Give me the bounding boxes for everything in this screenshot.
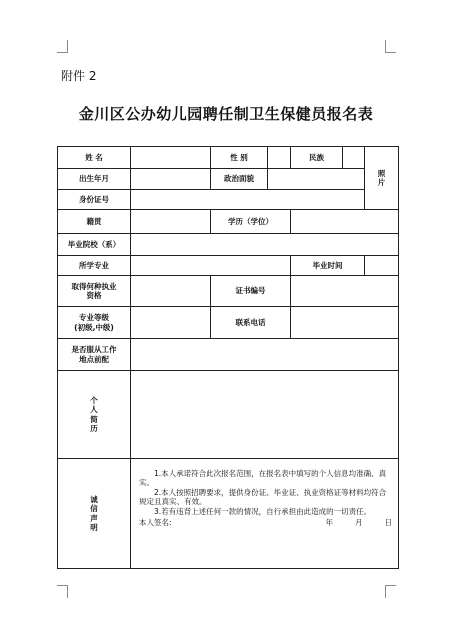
resume-label-char: 简 [90,414,98,424]
month-label: 月 [355,517,363,527]
gender-field[interactable] [268,147,291,169]
professional-title-label [58,307,131,339]
pledge-label-char: 信 [90,504,98,514]
professional-title-label-line: (初级,中级) [74,322,114,332]
birth-field[interactable] [131,169,211,190]
name-field[interactable] [131,147,211,169]
annex-label: 附件 2 [61,69,97,83]
ethnicity-field[interactable] [343,147,365,169]
native-place-field[interactable] [131,210,211,234]
education-field[interactable] [291,210,399,234]
photo-label-char: 照 [377,168,386,178]
major-field[interactable] [131,256,291,276]
major-label: 所学专业 [58,256,131,276]
professional-title-label-line: 专业等级 [79,313,109,323]
pledge-label-char: 声 [90,513,98,523]
signature-label[interactable]: 本人签名: [139,517,172,527]
education-label: 学历（学位） [211,210,291,234]
license-label-line: 资格 [86,291,102,300]
pledge-item: 1.本人承诺符合此次报名范围，在报名表中填写的个人信息均准确、真实。 [139,469,387,488]
id-number-field[interactable] [131,190,365,210]
certificate-number-field[interactable] [291,276,399,307]
id-number-label: 身份证号 [58,190,131,210]
resume-label-char: 个 [90,395,98,405]
photo-label-char: 片 [377,178,386,187]
native-place-label: 籍贯 [58,210,131,234]
work-location-label-line: 地点前配 [79,354,109,364]
registration-form [57,146,399,569]
school-field[interactable] [131,234,399,256]
graduation-time-field[interactable] [365,256,399,276]
pledge-item: 3.若有违背上述任何一款的情况，自行承担由此造成的一切责任。 [154,506,372,516]
signature-date [304,518,393,527]
resume-label-char: 历 [90,423,98,433]
phone-label: 联系电话 [211,307,291,339]
work-location-label [58,339,131,371]
pledge-item: 2.本人按照招聘要求，提供身份证、毕业证、执业资格证等材料均符合规定且真实、有效。 [139,487,387,507]
corner-mark-top-right [385,40,396,53]
corner-mark-bottom-left [57,585,68,598]
graduation-time-label: 毕业时间 [291,256,365,276]
license-field[interactable] [131,276,211,307]
year-label: 年 [325,517,333,527]
license-label [58,276,131,307]
pledge-label-char: 明 [90,522,98,532]
corner-mark-top-left [57,40,68,53]
ethnicity-label: 民族 [291,147,343,169]
school-label: 毕业院校（系） [58,234,131,256]
pledge-label-char: 诚 [90,494,98,504]
pledge-text [131,459,399,569]
work-location-field[interactable] [131,339,399,371]
certificate-number-label: 证书编号 [211,276,291,307]
phone-field[interactable] [291,307,399,339]
work-location-label-line: 是否服从工作 [71,345,117,355]
resume-label [58,371,131,459]
signature-line [139,518,392,527]
corner-mark-bottom-right [385,585,396,598]
birth-label: 出生年月 [58,169,131,190]
photo-box[interactable] [365,147,399,210]
resume-label-char: 人 [90,405,98,415]
page-title: 金川区公办幼儿园聘任制卫生保健员报名表 [78,105,374,123]
day-label: 日 [384,517,392,527]
name-label: 姓 名 [58,147,131,169]
professional-title-field[interactable] [131,307,211,339]
pledge-label [58,459,131,569]
politics-field[interactable] [268,169,365,190]
resume-field[interactable] [131,371,399,459]
license-label-line: 取得何种执业 [71,281,117,291]
politics-label: 政治面貌 [211,169,268,190]
gender-label: 性 别 [211,147,268,169]
